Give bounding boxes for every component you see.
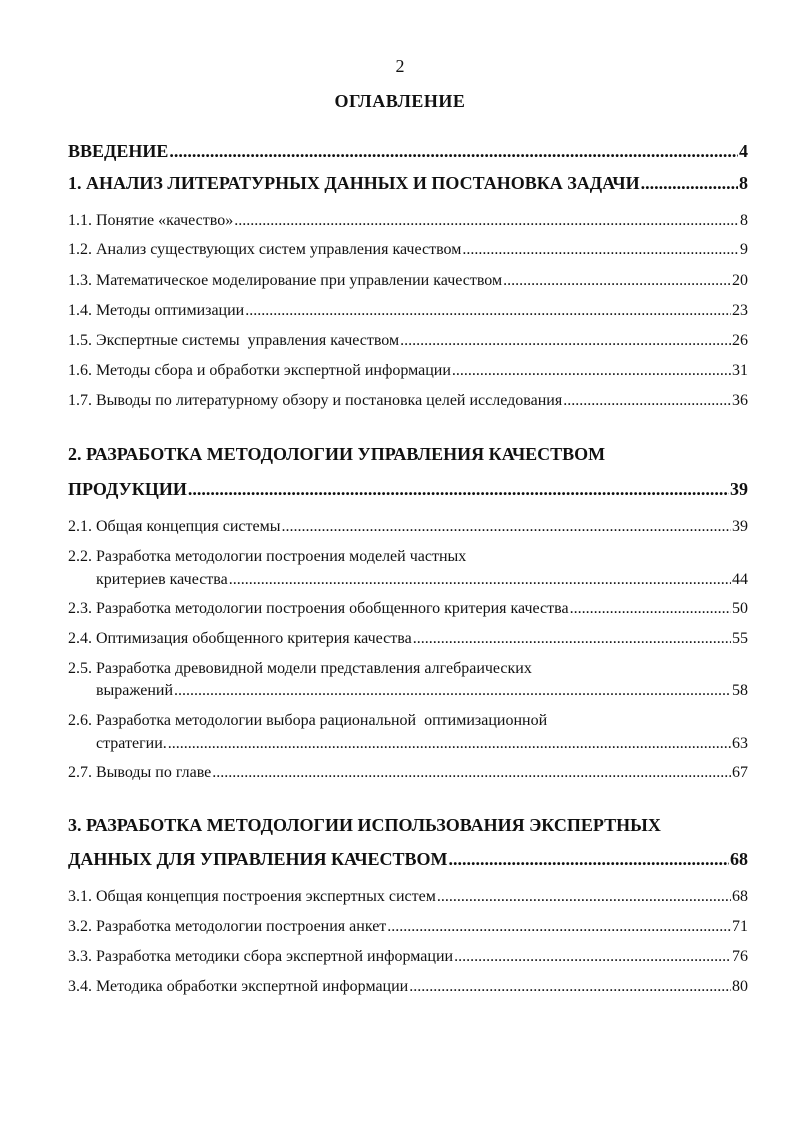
toc-entry-title: Общая концепция построения экспертных систем <box>96 888 436 905</box>
toc-entry-3-2[interactable] <box>68 918 748 936</box>
toc-entry-introduction[interactable] <box>68 141 748 162</box>
toc-entry-title: Методы сбора и обработки экспертной информации <box>96 362 451 379</box>
dot-leader <box>503 272 731 290</box>
toc-entry-title: Общая концепция системы <box>96 518 281 535</box>
toc-entry-page: 80 <box>732 978 748 995</box>
dot-leader <box>641 173 738 194</box>
dot-leader <box>563 392 731 410</box>
dot-leader <box>169 141 738 162</box>
toc-entry-title: ВВЕДЕНИЕ <box>68 141 169 161</box>
toc-entry-title-continued: ДАННЫХ ДЛЯ УПРАВЛЕНИЯ КАЧЕСТВОМ <box>68 849 448 869</box>
dot-leader <box>174 682 731 700</box>
page-number: 2 <box>395 56 405 76</box>
dot-leader <box>570 600 731 618</box>
dot-leader <box>413 630 731 648</box>
toc-entry-chapter-3-line1[interactable] <box>68 815 661 836</box>
toc-entry-title-continued: выражений <box>96 682 174 699</box>
dot-leader <box>281 518 731 536</box>
toc-entry-2-6-line1[interactable] <box>68 712 547 730</box>
toc-entry-2-2-line1[interactable] <box>68 548 466 566</box>
toc-title: ОГЛАВЛЕНИЕ <box>334 91 466 111</box>
toc-entry-number: 3.1. <box>68 888 92 905</box>
toc-entry-number: 3.3. <box>68 948 92 965</box>
dot-leader <box>188 479 729 500</box>
dot-leader <box>400 332 731 350</box>
toc-entry-page: 67 <box>732 764 748 781</box>
toc-entry-number: 2.4. <box>68 630 92 647</box>
toc-entry-2-1[interactable] <box>68 518 748 536</box>
toc-entry-page: 63 <box>732 735 748 752</box>
dot-leader <box>462 241 739 259</box>
toc-entry-page: 76 <box>732 948 748 965</box>
toc-entry-page: 26 <box>732 332 748 349</box>
toc-entry-number: 1. <box>68 173 82 193</box>
toc-entry-title: АНАЛИЗ ЛИТЕРАТУРНЫХ ДАННЫХ И ПОСТАНОВКА ЗАДАЧИ <box>86 173 640 193</box>
toc-entry-number: 3.2. <box>68 918 92 935</box>
dot-leader <box>387 918 731 936</box>
toc-entry-number: 2.6. <box>68 712 92 729</box>
dot-leader <box>212 764 731 782</box>
toc-entry-1-2[interactable] <box>68 241 748 259</box>
toc-entry-page: 58 <box>732 682 748 699</box>
toc-entry-number: 1.5. <box>68 332 92 349</box>
toc-entry-page: 44 <box>732 571 748 588</box>
toc-entry-page: 71 <box>732 918 748 935</box>
dot-leader <box>168 735 731 753</box>
toc-entry-title: Методы оптимизации <box>96 302 245 319</box>
dot-leader <box>229 571 731 589</box>
toc-entry-number: 2.7. <box>68 764 92 781</box>
toc-entry-title: Разработка методологии построения анкет <box>96 918 387 935</box>
toc-entry-1-3[interactable] <box>68 272 748 290</box>
toc-entry-title: Разработка методологии построения обобщенного критерия качества <box>96 600 569 617</box>
toc-entry-page: 9 <box>740 241 748 258</box>
toc-entry-title: Оптимизация обобщенного критерия качества <box>96 630 412 647</box>
toc-entry-number: 1.7. <box>68 392 92 409</box>
toc-entry-number: 2.3. <box>68 600 92 617</box>
toc-entry-number: 1.2. <box>68 241 92 258</box>
toc-entry-3-4[interactable] <box>68 978 748 996</box>
toc-entry-page: 23 <box>732 302 748 319</box>
toc-entry-title: Разработка методологии построения моделей частных <box>96 548 467 565</box>
toc-entry-page: 36 <box>732 392 748 409</box>
dot-leader <box>449 849 729 870</box>
toc-entry-2-6[interactable] <box>96 735 748 753</box>
toc-entry-title: РАЗРАБОТКА МЕТОДОЛОГИИ ИСПОЛЬЗОВАНИЯ ЭКСПЕРТНЫХ <box>86 815 661 835</box>
toc-entry-title: РАЗРАБОТКА МЕТОДОЛОГИИ УПРАВЛЕНИЯ КАЧЕСТВОМ <box>86 444 606 464</box>
toc-entry-1-5[interactable] <box>68 332 748 350</box>
toc-entry-1-1[interactable] <box>68 212 748 230</box>
toc-entry-2-7[interactable] <box>68 764 748 782</box>
toc-entry-number: 2. <box>68 444 82 464</box>
toc-entry-title: Выводы по литературному обзору и постановка целей исследования <box>96 392 563 409</box>
toc-entry-title: Разработка методики сбора экспертной информации <box>96 948 454 965</box>
toc-entry-number: 1.4. <box>68 302 92 319</box>
toc-entry-number: 3. <box>68 815 82 835</box>
toc-entry-page: 68 <box>732 888 748 905</box>
toc-entry-page: 8 <box>740 212 748 229</box>
toc-entry-1-6[interactable] <box>68 362 748 380</box>
toc-entry-title: Выводы по главе <box>96 764 212 781</box>
toc-entry-chapter-1[interactable] <box>68 173 748 194</box>
toc-entry-chapter-2[interactable] <box>68 479 748 500</box>
toc-entry-page: 39 <box>730 479 748 499</box>
toc-entry-number: 1.3. <box>68 272 92 289</box>
toc-entry-page: 4 <box>739 141 748 161</box>
toc-entry-2-3[interactable] <box>68 600 748 618</box>
dot-leader <box>409 978 731 996</box>
toc-entry-title: Понятие «качество» <box>96 212 234 229</box>
toc-entry-title-continued: ПРОДУКЦИИ <box>68 479 187 499</box>
toc-entry-title: Разработка древовидной модели представления алгебраических <box>96 660 532 677</box>
toc-entry-2-5-line1[interactable] <box>68 660 532 678</box>
toc-entry-number: 2.2. <box>68 548 92 565</box>
toc-entry-2-5[interactable] <box>96 682 748 700</box>
toc-entry-number: 2.1. <box>68 518 92 535</box>
toc-entry-title: Анализ существующих систем управления качеством <box>96 241 462 258</box>
toc-entry-number: 2.5. <box>68 660 92 677</box>
toc-entry-title: Методика обработки экспертной информации <box>96 978 409 995</box>
toc-entry-number: 3.4. <box>68 978 92 995</box>
toc-entry-title: Разработка методологии выбора рациональной оптимизационной <box>96 712 548 729</box>
toc-entry-page: 31 <box>732 362 748 379</box>
toc-entry-page: 39 <box>732 518 748 535</box>
dot-leader <box>245 302 731 320</box>
dot-leader <box>452 362 731 380</box>
toc-entry-page: 55 <box>732 630 748 647</box>
toc-entry-3-1[interactable] <box>68 888 748 906</box>
dot-leader <box>234 212 739 230</box>
toc-entry-page: 20 <box>732 272 748 289</box>
toc-entry-2-2[interactable] <box>96 571 748 589</box>
toc-entry-page: 50 <box>732 600 748 617</box>
toc-entry-1-4[interactable] <box>68 302 748 320</box>
dot-leader <box>437 888 731 906</box>
toc-entry-number: 1.1. <box>68 212 92 229</box>
toc-entry-page: 8 <box>739 173 748 193</box>
toc-entry-2-4[interactable] <box>68 630 748 648</box>
toc-entry-title: Экспертные системы управления качеством <box>96 332 400 349</box>
toc-entry-title-continued: критериев качества <box>96 571 228 588</box>
toc-entry-title: Математическое моделирование при управлении качеством <box>96 272 503 289</box>
toc-entry-number: 1.6. <box>68 362 92 379</box>
toc-entry-title-continued: стратегии. <box>96 735 167 752</box>
toc-entry-chapter-2-line1[interactable] <box>68 444 605 465</box>
toc-entry-chapter-3[interactable] <box>68 849 748 870</box>
toc-entry-1-7[interactable] <box>68 392 748 410</box>
toc-entry-3-3[interactable] <box>68 948 748 966</box>
toc-entry-page: 68 <box>730 849 748 869</box>
dot-leader <box>454 948 731 966</box>
